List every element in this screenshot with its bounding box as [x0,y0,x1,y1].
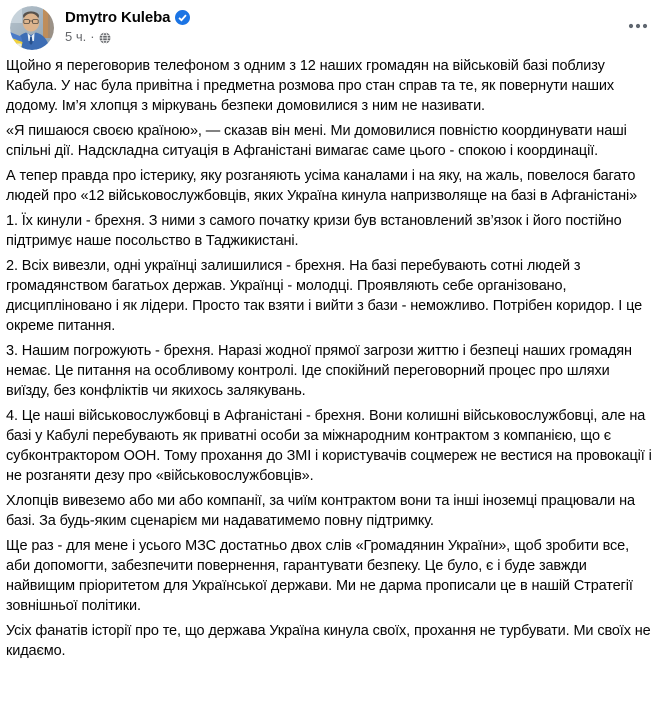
post-paragraph: 4. Це наші військовослужбовці в Афганістані - брехня. Вони колишні військовослужбовці, але на базі у Кабулі перебувають як приватні особи за міжнародним контрактом з компанією, що є субконтрактором ООН. Тому прохання до ЗМІ і користувачів соцмереж не вестися на провокації і не розганяти дезу про «військовослужбовців». [6,408,652,484]
post-paragraph: 2. Всіх вивезли, одні українці залишилися - брехня. На базі перебувають сотні людей з громадянством багатьох держав. Українці - молодці. Проявляють себе організовано, дисципліновано і як лідери. Просто так взяти і вийти з бази - неможливо. Потрібен коридор. І це окреме питання. [6,258,643,334]
post-paragraph: 3. Нашим погрожують - брехня. Наразі жодної прямої загрози життю і безпеці наших громадян немає. Це питання на особливому контролі. Іде спокійний переговорний процес про шляхи виїзду, без конфліктів чи якихось залякувань. [6,343,632,399]
post-menu-button[interactable] [622,12,654,40]
post-text [0,52,664,661]
meta-separator: · [90,29,95,44]
post-paragraph: А тепер правда про істерику, яку розганяють усіма каналами і на яку, на жаль, повелося багато людей про «12 військовослужбовців, яких Україна кинула напризволяще на базі в Афганістані» [6,168,638,204]
post-paragraph: Хлопців вивеземо або ми або компанії, за чиїм контрактом вони та інші іноземці працювали на базі. За будь-яким сценарієм ми надаватимемо повну підтримку. [6,493,635,529]
timestamp[interactable]: 5 ч. [65,29,87,44]
post-paragraph: Щойно я переговорив телефоном з одним з 12 наших громадян на військовій базі поблизу Кабула. У нас була привітна і предметна розмова про стан справ та те, як повернути наших додому. Ім’я хлопця з міркувань безпеки домовилися з ним не називати. [6,58,614,114]
post-header [0,0,664,52]
verified-badge-icon [175,10,190,25]
post-meta [65,29,624,45]
globe-public-icon [99,32,111,44]
post-paragraph: «Я пишаюся своєю країною», — сказав він мені. Ми домовилися повністю координувати наші спільні дії. Надскладна ситуація в Афганістані вимагає саме цього - спокою і координації. [6,123,627,159]
post-paragraph: 1. Їх кинули - брехня. З ними з самого початку кризи був встановлений зв’язок і його постійно підтримує наше посольство в Таджикистані. [6,213,622,249]
three-dots-icon [626,14,650,38]
author-name[interactable]: Dmytro Kuleba [65,9,171,26]
avatar[interactable] [10,6,54,50]
author-row [65,6,624,27]
post-paragraph: Усіх фанатів історії про те, що держава Україна кинула своїх, прохання не турбувати. Ми своїх не кидаємо. [6,623,651,659]
avatar-photo [10,6,54,50]
post-paragraph: Ще раз - для мене і усього МЗС достатньо двох слів «Громадянин України», щоб зробити все, аби допомогти, забезпечити повернення, гарантувати безпеку. Це було, є і буде завжди найвищим пріоритетом для Української держави. Ми не дарма прописали це в нашій Стратегії зовнішньої політики. [6,538,633,614]
